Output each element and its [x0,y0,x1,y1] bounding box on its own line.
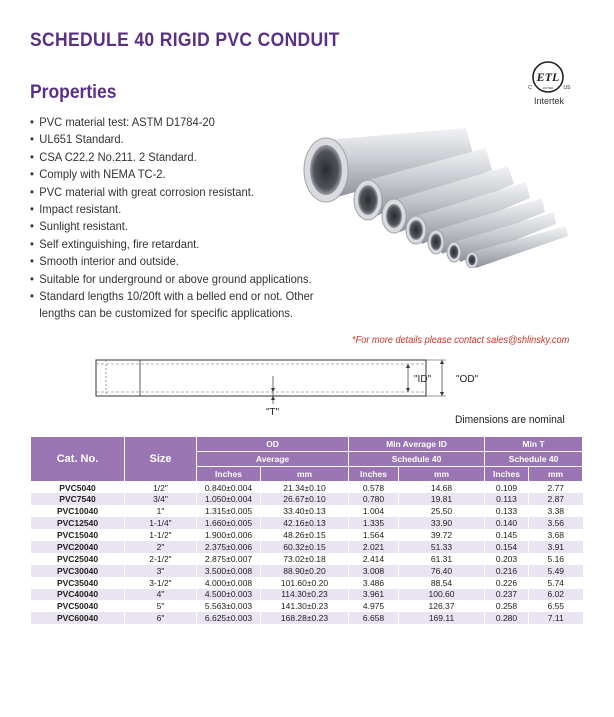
bullet-icon: • [30,236,34,251]
cell-od-mm: 114.30±0.23 [261,589,349,601]
header-size: Size [125,437,197,482]
cell-cat: PVC7540 [31,493,125,505]
cell-cat: PVC35040 [31,577,125,589]
section-title: Properties [30,82,117,103]
bullet-icon: • [30,289,34,304]
cell-t-in: 0.113 [485,493,529,505]
cell-od-in: 1.315±0.005 [197,505,261,517]
cell-size: 2" [125,541,197,553]
header-cat-no: Cat. No. [31,437,125,482]
cell-t-in: 0.280 [485,612,529,624]
cell-id-mm: 51.33 [399,541,485,553]
cell-t-mm: 5.74 [529,577,583,589]
table-row [31,505,583,517]
table-row [31,517,583,529]
cell-t-in: 0.258 [485,600,529,612]
pvc-conduit-pipes-image [286,118,576,268]
list-item: • Smooth interior and outside. [30,253,309,270]
list-item: • Impact resistant. [30,201,309,218]
table-row [31,565,583,577]
list-item: • Comply with NEMA TC-2. [30,166,309,183]
cell-t-in: 0.237 [485,589,529,601]
cell-id-in: 3.008 [349,565,399,577]
cell-od-in: 2.375±0.006 [197,541,261,553]
cell-t-mm: 6.55 [529,600,583,612]
table-row [31,577,583,589]
id-label: "ID" [414,374,432,385]
cell-t-in: 0.109 [485,482,529,494]
cell-cat: PVC15040 [31,529,125,541]
logo-sub: LISTED [542,86,554,90]
cell-cat: PVC25040 [31,553,125,565]
cell-od-mm: 48.26±0.15 [261,529,349,541]
cell-id-in: 2.414 [349,553,399,565]
cell-cat: PVC40040 [31,589,125,601]
cell-id-mm: 88.54 [399,577,485,589]
cell-cat: PVC60040 [31,612,125,624]
list-item: • Self extinguishing, fire retardant. [30,236,309,253]
bullet-icon: • [30,202,34,217]
cell-id-in: 6.658 [349,612,399,624]
cell-id-mm: 100.60 [399,589,485,601]
cell-id-mm: 25.50 [399,505,485,517]
cell-id-in: 1.004 [349,505,399,517]
cell-od-in: 6.625±0.003 [197,612,261,624]
cell-id-in: 0.578 [349,482,399,494]
table-row [31,589,583,601]
cell-t-mm: 3.38 [529,505,583,517]
specifications-table [30,436,583,624]
contact-note: *For more details please contact sales@shlinsky.com [352,335,570,346]
cell-od-mm: 21.34±0.10 [261,482,349,494]
conduit-dimension-diagram [90,350,510,420]
table-row [31,529,583,541]
cell-id-mm: 61.31 [399,553,485,565]
bullet-icon: • [30,132,34,147]
table-row [31,541,583,553]
list-item: • UL651 Standard. [30,131,309,148]
cell-id-in: 0.780 [349,493,399,505]
cell-od-in: 1.900±0.006 [197,529,261,541]
cell-t-mm: 3.68 [529,529,583,541]
list-item: • CSA C22.2 No.211. 2 Standard. [30,149,309,166]
cell-id-mm: 19.81 [399,493,485,505]
header-od-sub: Average [197,452,349,467]
bullet-icon: • [30,167,34,182]
cell-t-mm: 2.87 [529,493,583,505]
header-od: OD [197,437,349,452]
cell-cat: PVC30040 [31,565,125,577]
cell-id-mm: 76.40 [399,565,485,577]
cell-size: 1" [125,505,197,517]
cell-id-in: 2.021 [349,541,399,553]
cell-t-in: 0.203 [485,553,529,565]
cell-size: 3-1/2" [125,577,197,589]
cell-id-in: 1.564 [349,529,399,541]
cell-id-mm: 126.37 [399,600,485,612]
cell-od-in: 2.875±0.007 [197,553,261,565]
cell-od-in: 1.660±0.005 [197,517,261,529]
cell-id-in: 4.975 [349,600,399,612]
cell-t-in: 0.216 [485,565,529,577]
cell-cat: PVC12540 [31,517,125,529]
cell-size: 1-1/2" [125,529,197,541]
cell-size: 1/2" [125,482,197,494]
page-title: SCHEDULE 40 RIGID PVC CONDUIT [30,30,340,51]
cell-t-mm: 6.02 [529,589,583,601]
header-min-t-sub: Schedule 40 [485,452,583,467]
cell-t-mm: 7.11 [529,612,583,624]
cell-cat: PVC10040 [31,505,125,517]
cell-od-mm: 141.30±0.23 [261,600,349,612]
header-mm: mm [261,467,349,482]
header-inches: Inches [349,467,399,482]
bullet-icon: • [30,149,34,164]
cell-od-mm: 101.60±0.20 [261,577,349,589]
cell-size: 5" [125,600,197,612]
header-min-t: Min T [485,437,583,452]
cell-size: 2-1/2" [125,553,197,565]
cell-od-mm: 33.40±0.13 [261,505,349,517]
dimensions-note: Dimensions are nominal [455,414,565,426]
bullet-icon: • [30,254,34,269]
cell-t-mm: 5.16 [529,553,583,565]
list-item: • Sunlight resistant. [30,218,309,235]
cell-t-in: 0.154 [485,541,529,553]
cell-cat: PVC5040 [31,482,125,494]
cell-od-in: 4.500±0.003 [197,589,261,601]
list-item: • Suitable for underground or above ground applications. [30,271,309,288]
cell-od-in: 4.000±0.008 [197,577,261,589]
cell-t-mm: 2.77 [529,482,583,494]
cell-t-in: 0.140 [485,517,529,529]
logo-mark: ETL [536,70,560,84]
cell-od-in: 1.050±0.004 [197,493,261,505]
header-inches: Inches [197,467,261,482]
cell-od-in: 5.563±0.003 [197,600,261,612]
cell-id-mm: 39.72 [399,529,485,541]
cell-cat: PVC50040 [31,600,125,612]
cell-id-in: 1.335 [349,517,399,529]
logo-country-left: C [528,85,532,91]
cell-od-mm: 88.90±0.20 [261,565,349,577]
cell-id-in: 3.961 [349,589,399,601]
header-mm: mm [529,467,583,482]
cell-t-in: 0.133 [485,505,529,517]
table-row [31,482,583,494]
table-row [31,493,583,505]
cell-id-mm: 33.90 [399,517,485,529]
cell-od-mm: 42.16±0.13 [261,517,349,529]
cell-od-mm: 26.67±0.10 [261,493,349,505]
cell-t-mm: 5.49 [529,565,583,577]
table-row [31,600,583,612]
cell-t-in: 0.145 [485,529,529,541]
header-inches: Inches [485,467,529,482]
cell-size: 6" [125,612,197,624]
od-label: "OD" [456,374,479,385]
cell-od-mm: 168.28±0.23 [261,612,349,624]
cell-t-mm: 3.91 [529,541,583,553]
list-item: • Standard lengths 10/20ft with a belled end or not. Other lengths can be customized for specific applications. [30,289,314,321]
t-label: "T" [266,407,280,418]
header-min-id-sub: Schedule 40 [349,452,485,467]
bullet-icon: • [30,219,34,234]
properties-list [30,114,330,323]
cell-t-mm: 3.56 [529,517,583,529]
cell-od-in: 3.500±0.008 [197,565,261,577]
cell-od-mm: 60.32±0.15 [261,541,349,553]
bullet-icon: • [30,184,34,199]
bullet-icon: • [30,115,34,129]
list-item: • PVC material test: ASTM D1784-20 [30,114,309,131]
table-row [31,553,583,565]
cell-size: 1-1/4" [125,517,197,529]
cell-id-in: 3.486 [349,577,399,589]
cell-size: 3/4" [125,493,197,505]
list-item: • PVC material with great corrosion resistant. [30,184,309,201]
cell-cat: PVC20040 [31,541,125,553]
cell-id-mm: 14.68 [399,482,485,494]
header-min-id: Min Average ID [349,437,485,452]
logo-brand: Intertek [533,96,564,106]
bullet-icon: • [30,271,34,286]
header-mm: mm [399,467,485,482]
cell-id-mm: 169.11 [399,612,485,624]
cell-od-mm: 73.02±0.18 [261,553,349,565]
cell-t-in: 0.226 [485,577,529,589]
table-row [31,612,583,624]
cell-size: 4" [125,589,197,601]
cell-od-in: 0.840±0.004 [197,482,261,494]
cell-size: 3" [125,565,197,577]
logo-country-right: US [563,85,571,91]
